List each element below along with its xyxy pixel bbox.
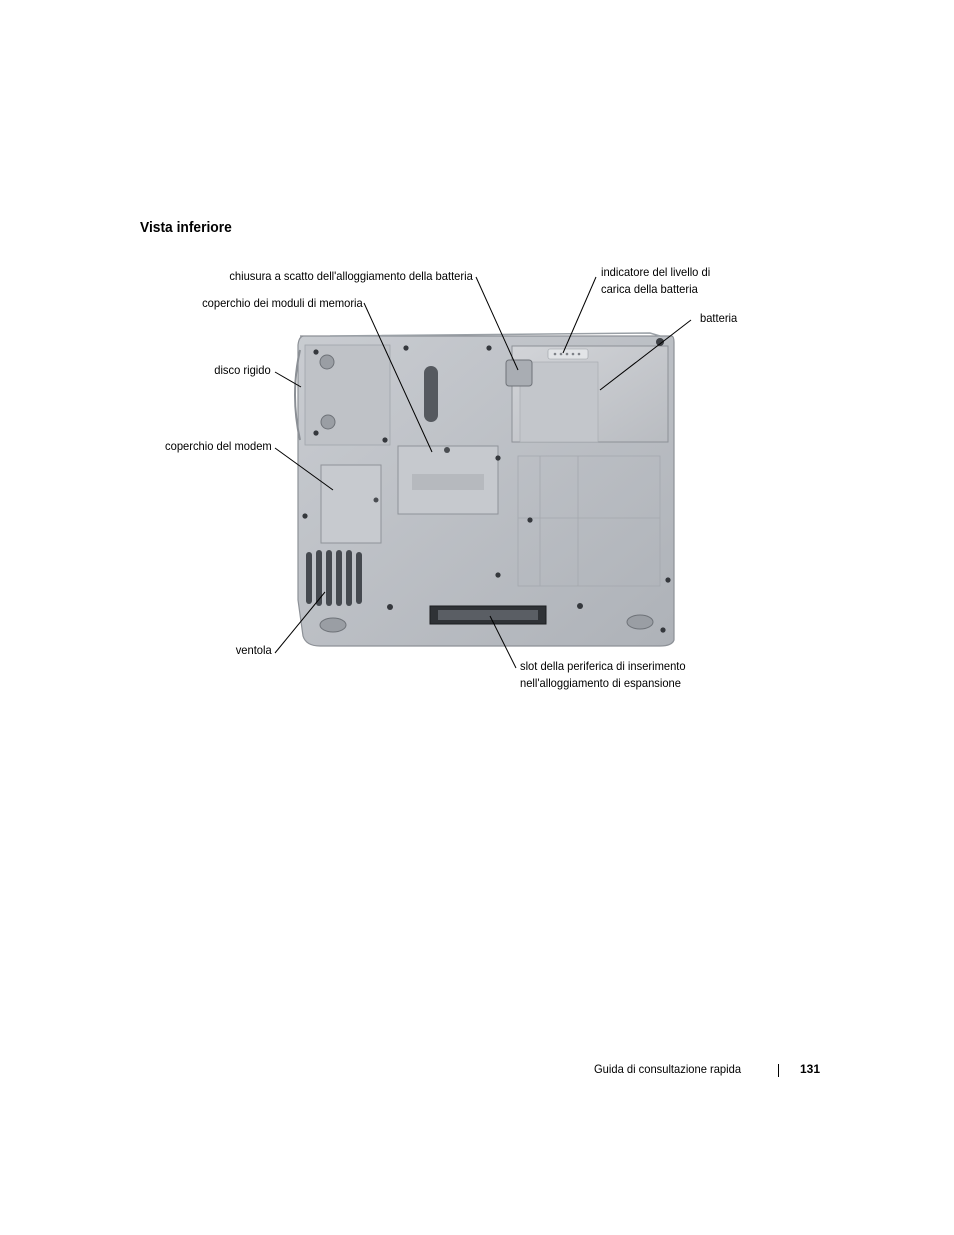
callout-memory-cover: coperchio dei moduli di memoria: [202, 296, 363, 310]
callout-fan: ventola: [236, 643, 272, 657]
section-title: Vista inferiore: [140, 219, 232, 236]
callout-dock-slot-line2: nell'alloggiamento di espansione: [520, 676, 681, 690]
modem-cover: [321, 465, 381, 543]
battery-latch: [506, 360, 532, 386]
callout-battery-latch: chiusura a scatto dell'alloggiamento della batteria: [229, 269, 473, 283]
footer-guide-title: Guida di consultazione rapida: [594, 1062, 742, 1076]
callout-battery-charge-line2: carica della batteria: [601, 282, 698, 296]
callout-hard-drive: disco rigido: [214, 363, 271, 377]
callout-battery: batteria: [700, 311, 738, 325]
page-number: 131: [800, 1062, 821, 1076]
callout-dock-slot-line1: slot della periferica di inserimento: [520, 659, 686, 673]
callout-battery-charge-line1: indicatore del livello di: [601, 265, 711, 279]
center-vent-slot: [424, 366, 438, 422]
hard-drive-bay: [305, 345, 390, 445]
callout-modem-cover: coperchio del modem: [165, 439, 272, 453]
footer-separator: [778, 1064, 779, 1077]
